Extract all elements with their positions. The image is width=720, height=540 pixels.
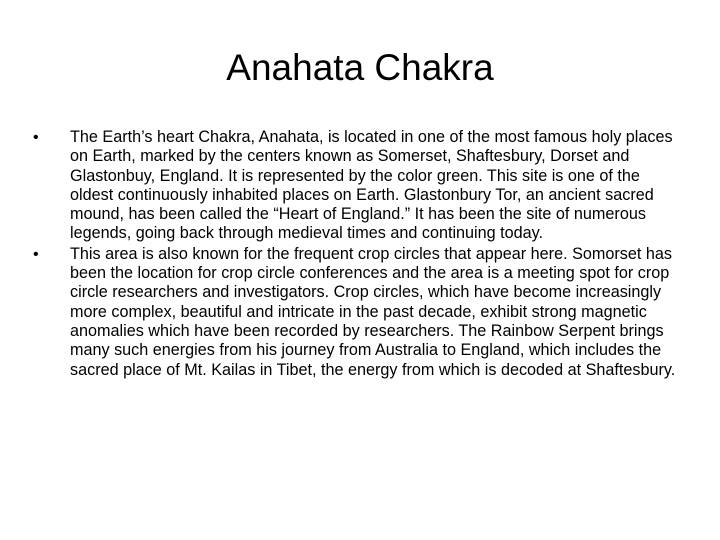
bullet-marker: • bbox=[33, 129, 39, 146]
slide-title: Anahata Chakra bbox=[226, 47, 494, 88]
bullet-list bbox=[33, 128, 683, 381]
bullet-marker: • bbox=[33, 245, 39, 263]
bullet-text: The Earth’s heart Chakra, Anahata, is located in one of the most famous holy places on Earth, marked by the centers known as Somerset, Shaftesbury, Dorset and Glastonbuy, England. It is represented by the color green. This site is one of the oldest continuously inhabited places on Earth. Glastonbury Tor, an ancient sacred mound, has been called the “Heart of England.” It has been the site of numerous legends, going back through medieval times and continuing today. bbox=[70, 128, 673, 243]
bullet-text: This area is also known for the frequent crop circles that appear here. Somorset has been the location for crop circle conferences and the area is a meeting spot for crop circle researchers and investigators. Crop circles, which have become increasingly more complex, beautiful and intricate in the past decade, exhibit strong magnetic anomalies which have been recorded by researchers. The Rainbow Serpent brings many such energies from his journey from Australia to England, which includes the sacred place of Mt. Kailas in Tibet, the energy from which is decoded at Shaftesbury. bbox=[70, 244, 676, 379]
bullet-item bbox=[33, 245, 683, 380]
bullet-item bbox=[33, 128, 683, 244]
